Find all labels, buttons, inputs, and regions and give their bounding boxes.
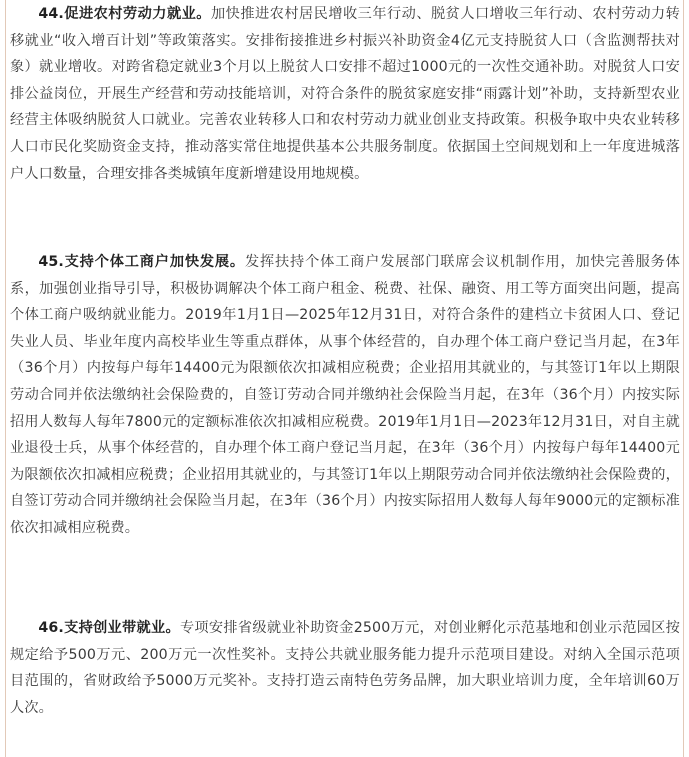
section-46 (10, 615, 680, 721)
section-44-heading: 44.促进农村劳动力就业。 (38, 6, 211, 22)
section-44 (10, 1, 680, 187)
section-44-body: 加快推进农村居民增收三年行动、脱贫人口增收三年行动、农村劳动力转移就业“收入增百计划”等政策落实。安排衔接推进乡村振兴补助资金4亿元支持脱贫人口（含监测帮扶对象）就业增收。对跨省稳定就业3个月以上脱贫人口安排不超过1000元的一次性交通补助。对脱贫人口安排公益岗位，开展生产经营和劳动技能培训，对符合条件的脱贫家庭安排“雨露计划”补助，支持新型农业经营主体吸纳脱贫人口就业。完善农业转移人口和农村劳动力就业创业支持政策。积极争取中央农业转移人口市民化奖励资金支持，推动落实常住地提供基本公共服务制度。依据国土空间规划和上一年度进城落户人口数量，合理安排各类城镇年度新增建设用地规模。 (10, 6, 680, 182)
section-45-heading: 45.支持个体工商户加快发展。 (38, 254, 245, 270)
section-46-body: 专项安排省级就业补助资金2500万元，对创业孵化示范基地和创业示范园区按规定给予500万元、200万元一次性奖补。支持公共就业服务能力提升示范项目建设。对纳入全国示范项目范围的，省财政给予5000万元奖补。支持打造云南特色劳务品牌，加大职业培训力度，全年培训60万人次。 (10, 620, 680, 716)
section-46-heading: 46.支持创业带就业。 (38, 620, 180, 636)
section-45-body: 发挥扶持个体工商户发展部门联席会议机制作用，加快完善服务体系，加强创业指导引导，积极协调解决个体工商户租金、税费、社保、融资、用工等方面突出问题，提高个体工商户吸纳就业能力。2019年1月1日—2025年12月31日，对符合条件的建档立卡贫困人口、登记失业人员、毕业年度内高校毕业生等重点群体，从事个体经营的，自办理个体工商户登记当月起，在3年（36个月）内按每户每年14400元为限额依次扣减相应税费；企业招用其就业的，与其签订1年以上期限劳动合同并依法缴纳社会保险费的，自签订劳动合同并缴纳社会保险当月起，在3年（36个月）内按实际招用人数每人每年7800元的定额标准依次扣减相应税费。2019年1月1日—2023年12月31日，对自主就业退役士兵，从事个体经营的，自办理个体工商户登记当月起，在3年（36个月）内按每户每年14400元为限额依次扣减相应税费；企业招用其就业的，与其签订1年以上期限劳动合同并依法缴纳社会保险费的，自签订劳动合同并缴纳社会保险当月起，在3年（36个月）内按实际招用人数每人每年9000元的定额标准依次扣减相应税费。 (10, 254, 680, 536)
section-45 (10, 249, 680, 542)
